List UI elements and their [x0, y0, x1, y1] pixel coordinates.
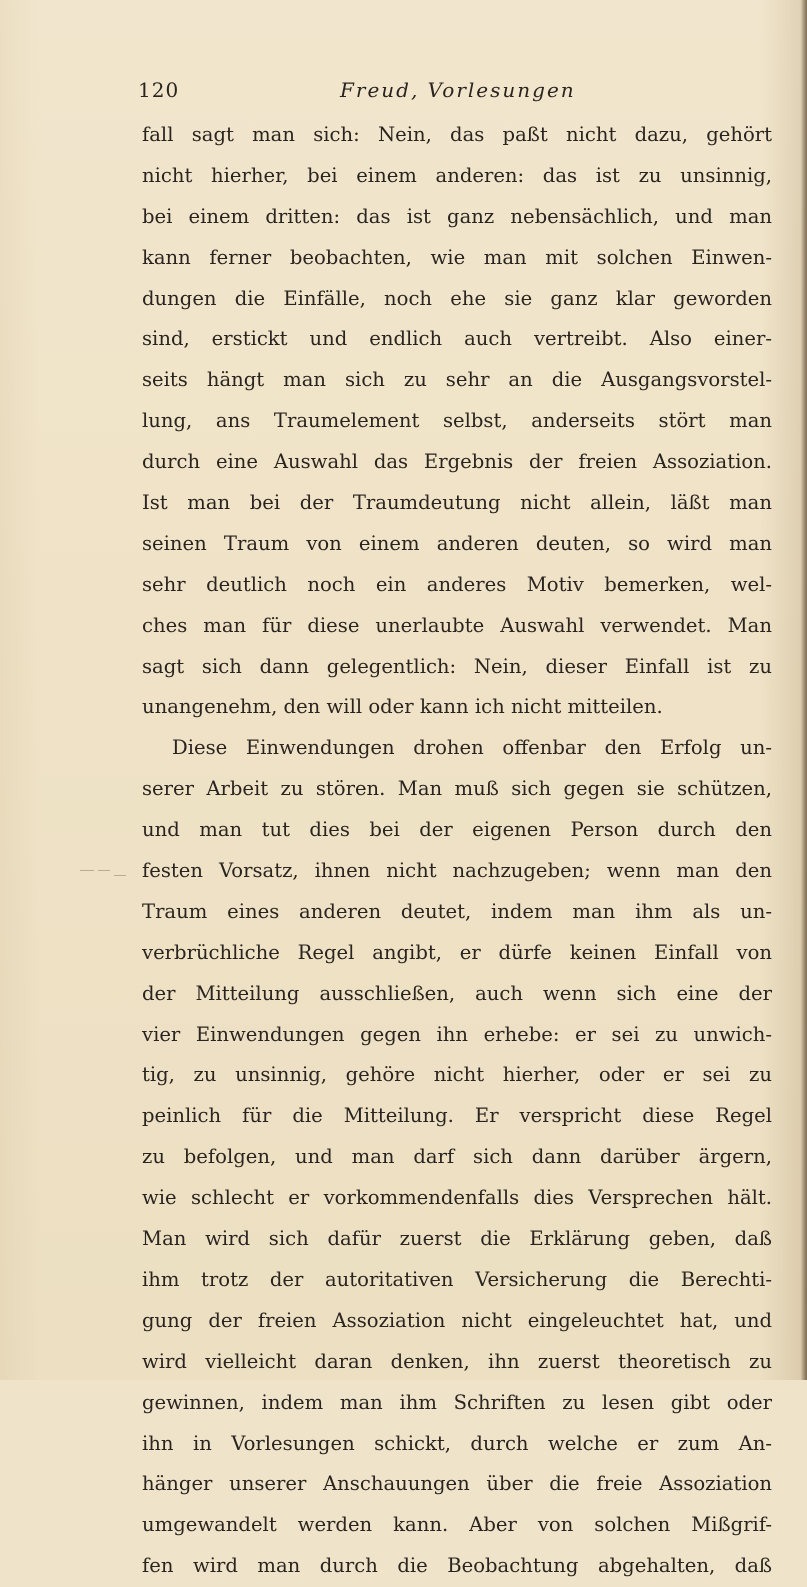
text-line: fen wird man durch die Beobachtung abgehalten, daß — [142, 1554, 772, 1578]
text-line: sagt sich dann gelegentlich: Nein, dieser Einfall ist zu — [142, 654, 772, 678]
text-line: wie schlecht er vorkommendenfalls dies Versprechen hält. — [142, 1186, 772, 1210]
text-line: der Mitteilung ausschließen, auch wenn sich eine der — [142, 981, 772, 1005]
text-line: Man wird sich dafür zuerst die Erklärung geben, daß — [142, 1227, 772, 1251]
running-title: Freud, Vorlesungen — [340, 78, 576, 102]
text-line: hänger unserer Anschauungen über die freie Assoziation — [142, 1472, 772, 1496]
text-line: unangenehm, den will oder kann ich nicht mitteilen. — [142, 695, 663, 719]
page-edge-shadow — [801, 0, 807, 1380]
text-line: wird vielleicht daran denken, ihn zuerst theoretisch zu — [142, 1349, 772, 1373]
text-line: verbrüchliche Regel angibt, er dürfe keinen Einfall von — [142, 940, 772, 964]
text-line: gung der freien Assoziation nicht eingeleuchtet hat, und — [142, 1308, 772, 1332]
text-line: ihm trotz der autoritativen Versicherung die Berechti- — [142, 1267, 772, 1291]
text-line: Traum eines anderen deutet, indem man ihm als un- — [142, 899, 772, 923]
text-line: lung, ans Traumelement selbst, anderseits stört man — [142, 409, 772, 433]
text-line: vier Einwendungen gegen ihn erhebe: er sei zu unwich- — [142, 1022, 772, 1046]
text-line: nicht hierher, bei einem anderen: das ist zu unsinnig, — [142, 163, 772, 187]
paragraph-start-line: Diese Einwendungen drohen offenbar den Erfolg un- — [172, 736, 772, 760]
text-line: bei einem dritten: das ist ganz nebensächlich, und man — [142, 204, 772, 228]
text-line: durch eine Auswahl das Ergebnis der freien Assoziation. — [142, 450, 772, 474]
text-line: sehr deutlich noch ein anderes Motiv bemerken, wel- — [142, 572, 772, 596]
text-line: seinen Traum von einem anderen deuten, so wird man — [142, 531, 772, 555]
text-line: Ist man bei der Traumdeutung nicht allein, läßt man — [142, 491, 772, 515]
text-line: und man tut dies bei der eigenen Person durch den — [142, 818, 772, 842]
text-line: zu befolgen, und man darf sich dann darüber ärgern, — [142, 1145, 772, 1169]
margin-pencil-mark — [80, 866, 128, 880]
page-number: 120 — [138, 78, 180, 102]
text-line: tig, zu unsinnig, gehöre nicht hierher, oder er sei zu — [142, 1063, 772, 1087]
text-line: peinlich für die Mitteilung. Er verspricht diese Regel — [142, 1104, 772, 1128]
body-text — [142, 115, 772, 1587]
text-line: seits hängt man sich zu sehr an die Ausgangsvorstel- — [142, 368, 772, 392]
text-line: festen Vorsatz, ihnen nicht nachzugeben; wenn man den — [142, 859, 772, 883]
text-line: gewinnen, indem man ihm Schriften zu lesen gibt oder — [142, 1390, 772, 1414]
text-line: fall sagt man sich: Nein, das paßt nicht dazu, gehört — [142, 123, 772, 146]
text-line: kann ferner beobachten, wie man mit solchen Einwen- — [142, 245, 772, 269]
running-header — [138, 78, 583, 108]
text-line: dungen die Einfälle, noch ehe sie ganz klar geworden — [142, 286, 772, 310]
text-line: umgewandelt werden kann. Aber von solchen Mißgrif- — [142, 1513, 772, 1537]
text-line: sind, erstickt und endlich auch vertreibt. Also einer- — [142, 327, 772, 351]
text-line: ihn in Vorlesungen schickt, durch welche er zum An- — [142, 1431, 772, 1455]
text-line: serer Arbeit zu stören. Man muß sich gegen sie schützen, — [142, 777, 772, 801]
text-line: ches man für diese unerlaubte Auswahl verwendet. Man — [142, 613, 772, 637]
